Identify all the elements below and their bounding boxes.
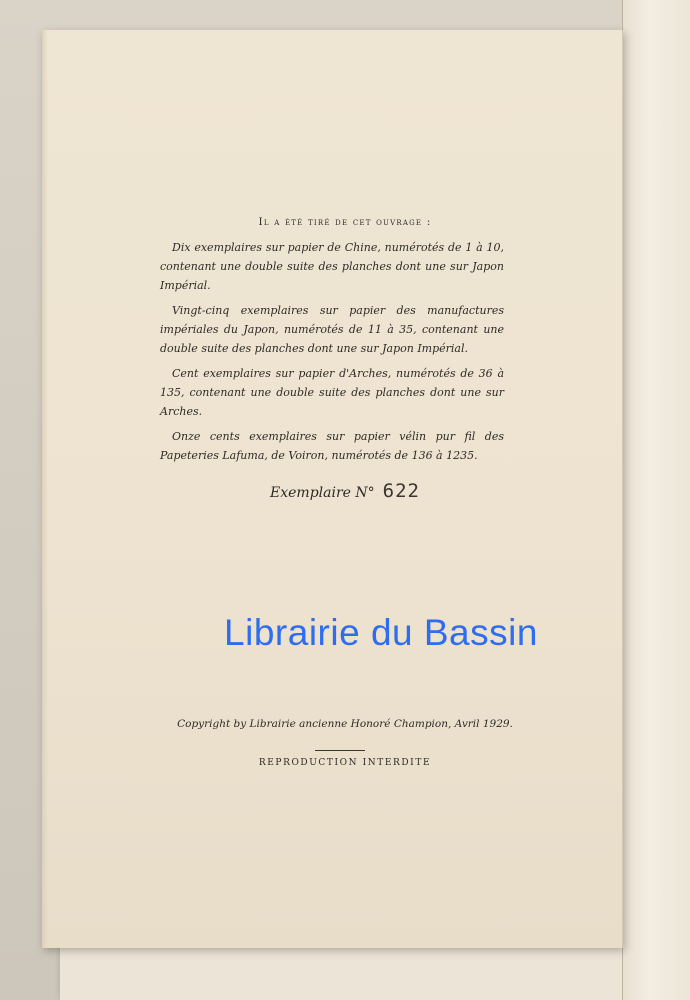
edition-heading: Il a été tiré de cet ouvrage : (258, 216, 432, 228)
reproduction-notice: REPRODUCTION INTERDITE (258, 758, 432, 768)
exemplaire-line (0, 480, 690, 502)
exemplaire-number: 622 (382, 480, 420, 502)
divider-rule (315, 750, 365, 751)
copyright-notice: Copyright by Librairie ancienne Honoré Champion, Avril 1929. (177, 718, 513, 730)
edition-paragraph-velin: Onze cents exemplaires sur papier vélin pur fil des Papeteries Lafuma, de Voiron, numérotés de 136 à 1235. (160, 430, 504, 462)
edition-list (160, 238, 504, 471)
edition-paragraph-japon: Vingt-cinq exemplaires sur papier des manufactures impériales du Japon, numérotés de 11 à 35, contenant une double suite des planches dont une sur Japon Impérial. (160, 304, 504, 355)
watermark-text: Librairie du Bassin (224, 612, 538, 653)
edition-paragraph-chine: Dix exemplaires sur papier de Chine, numérotés de 1 à 10, contenant une double suite des planches dont une sur Japon Impérial. (160, 241, 504, 292)
edition-paragraph-arches: Cent exemplaires sur papier d'Arches, numérotés de 36 à 135, contenant une double suite des planches dont une sur Arches. (160, 367, 504, 418)
exemplaire-label: Exemplaire N° (270, 485, 375, 501)
